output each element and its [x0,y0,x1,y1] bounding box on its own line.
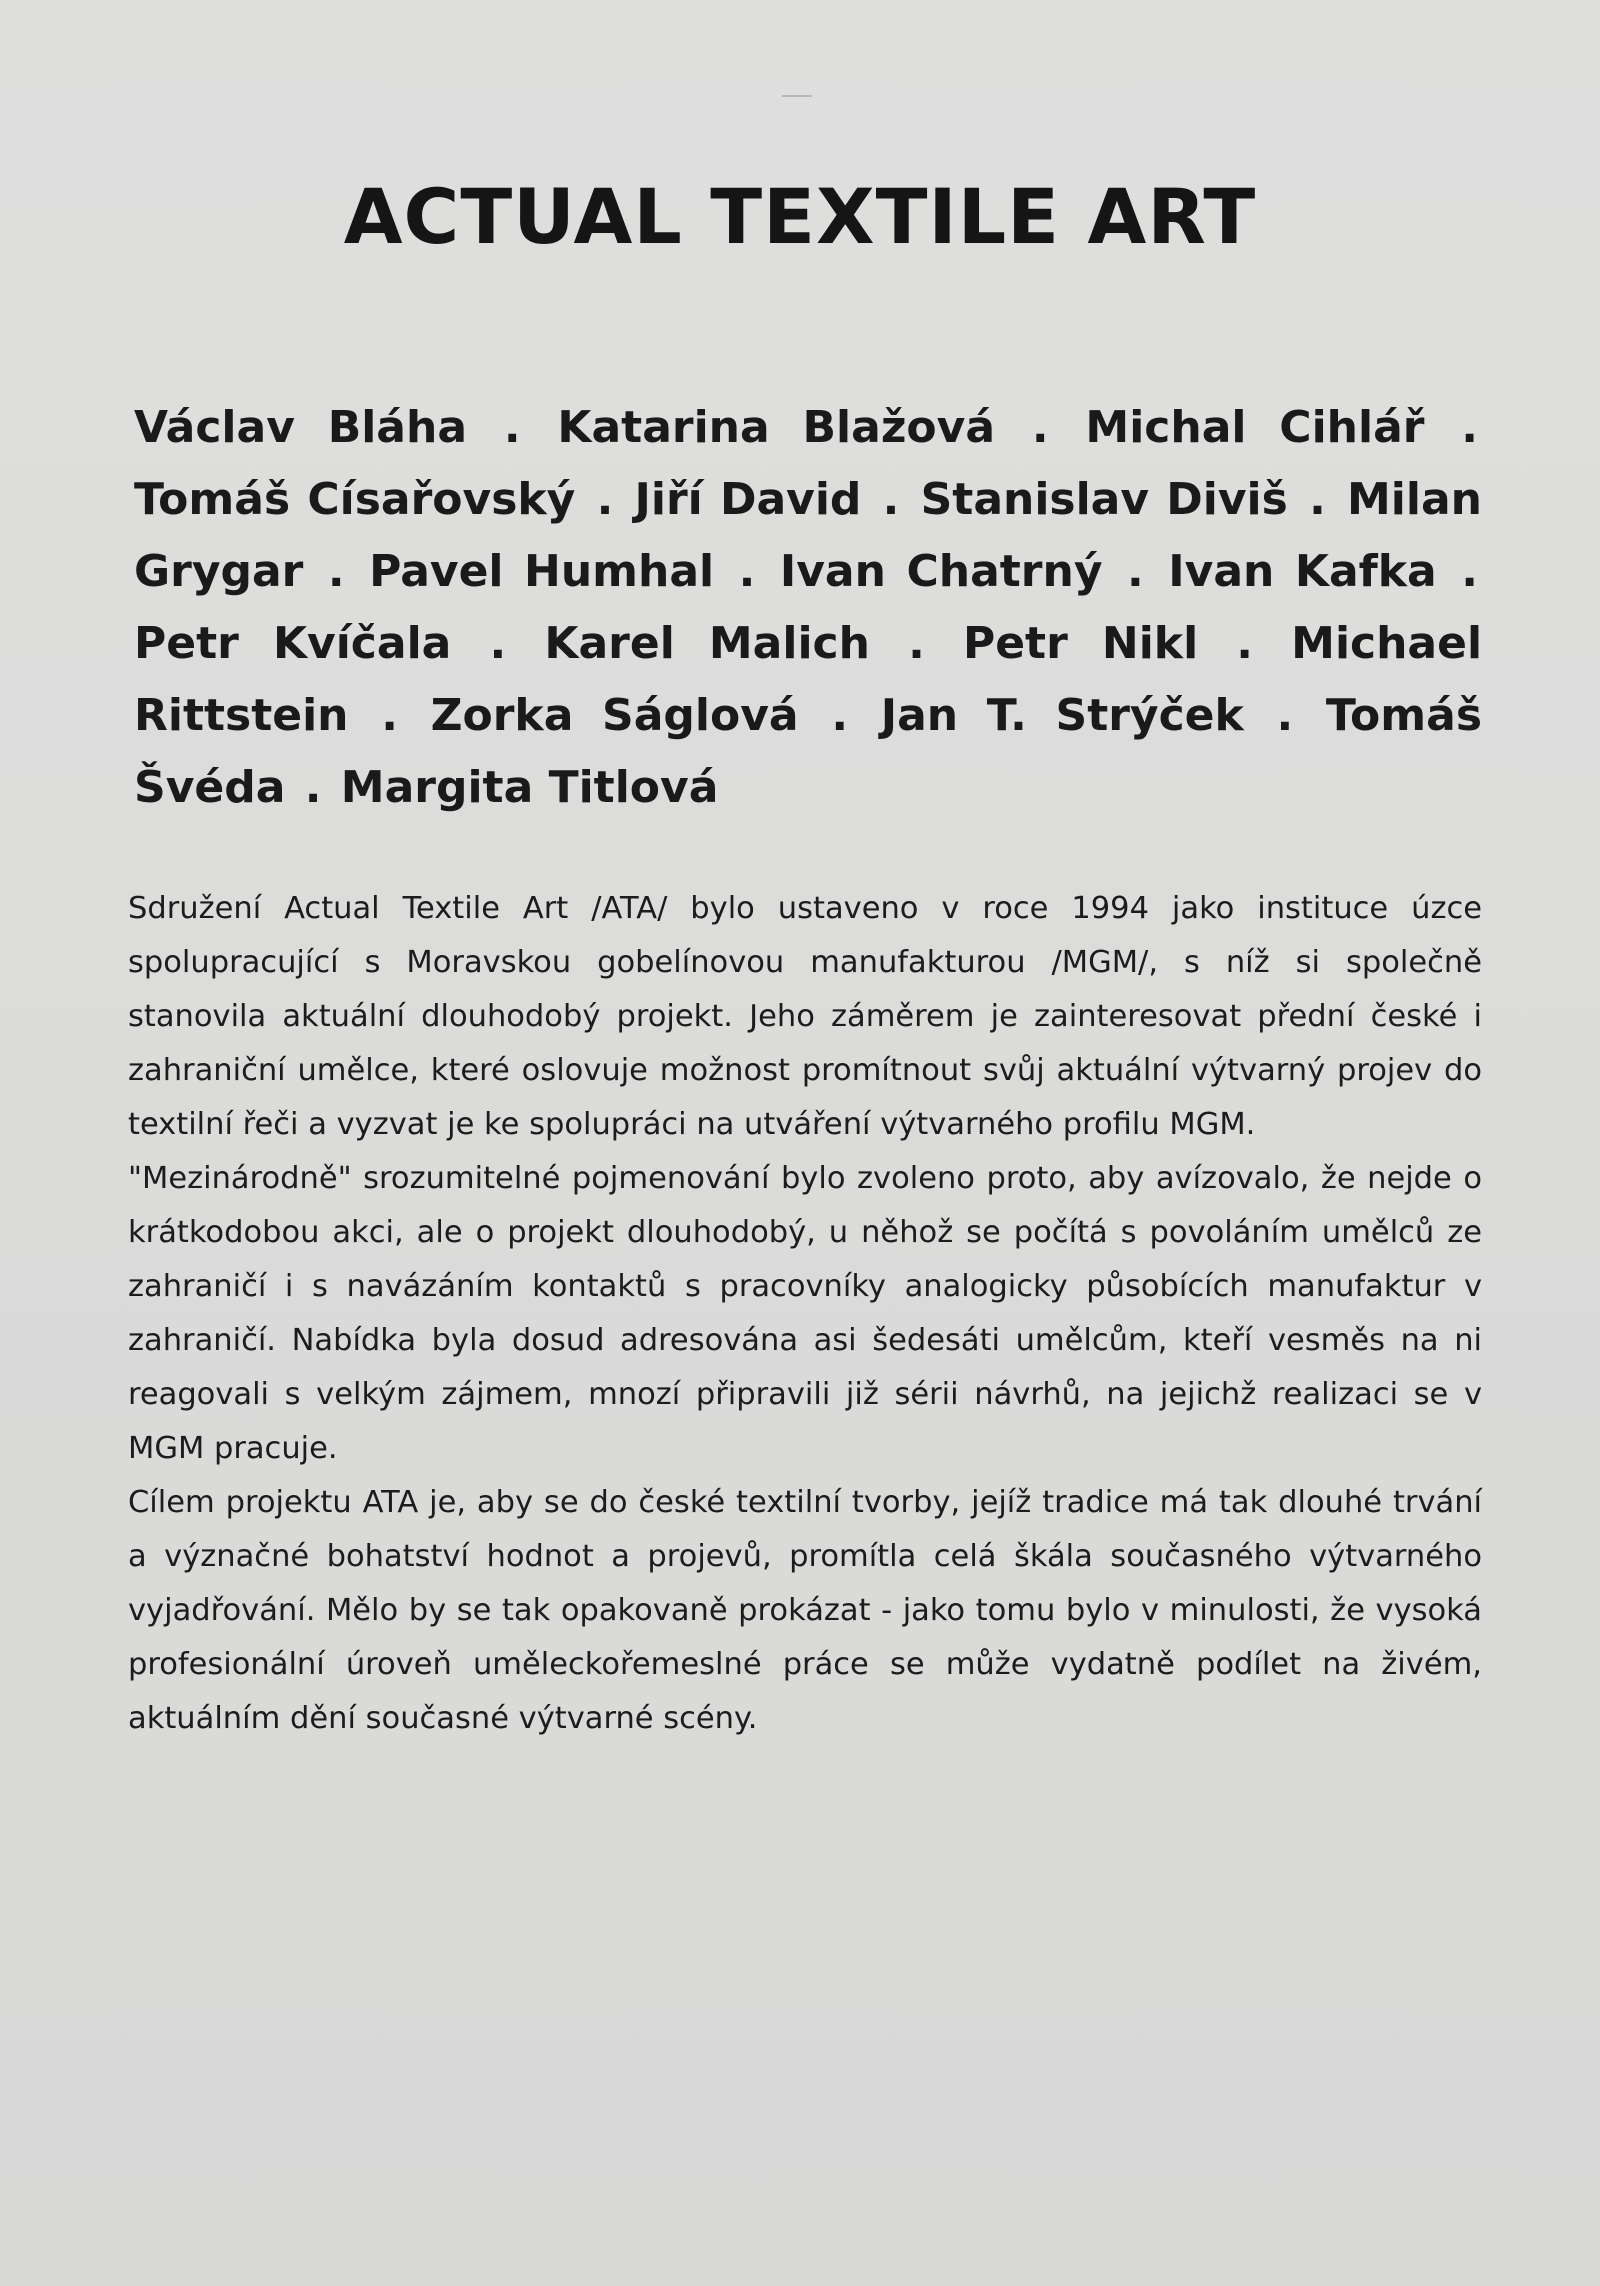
paragraph-1: Sdružení Actual Textile Art /ATA/ bylo ustaveno v roce 1994 jako instituce úzce spolupracující s Moravskou gobelínovou manufakturou /MGM/, s níž si společně stanovila aktuální dlouhodobý projekt. Jeho záměrem je zainteresovat přední české i zahraniční umělce, které oslovuje možnost promítnout svůj aktuální výtvarný projev do textilní řeči a vyzvat je ke spolupráci na utváření výtvarného profilu MGM. [128,891,1482,1142]
artist-separator: . [327,546,345,597]
artist-separator: . [1031,402,1049,453]
artist-name: Zorka Ságlová [430,690,799,741]
artist-separator: . [908,618,925,669]
artist-name: Pavel Humhal [369,546,715,597]
artist-separator: . [381,690,398,741]
artist-name: Petr Kvíčala [134,618,452,669]
artist-separator: . [1236,618,1254,669]
artist-name: Margita Titlová [340,762,719,813]
artist-name: Tomáš Císařovský [134,474,576,525]
artist-name: Katarina Blažová [557,402,996,453]
artist-separator: . [596,474,614,525]
paragraph-3: Cílem projektu ATA je, aby se do české textilní tvorby, jejíž tradice má tak dlouhé trvání a význačné bohatství hodnot a projevů, promítla celá škála současného výtvarného vyjadřování. Mělo by se tak opakovaně prokázat - jako tomu bylo v minulosti, že vysoká profesionální úroveň uměleckořemeslné práce se může vydatně podílet na živém, aktuálním dění současné výtvarné scény. [128,1485,1482,1736]
artist-name: Michal Cihlář [1085,402,1425,453]
artist-name: Jan T. Strýček [880,690,1244,741]
artist-name: Jiří David [634,474,862,525]
artist-separator: . [1309,474,1326,525]
artist-name: Milan Grygar [134,474,1482,597]
paragraph-2: "Mezinárodně" srozumitelné pojmenování bylo zvoleno proto, aby avízovalo, že nejde o krátkodobou akci, ale o projekt dlouhodobý, u něhož se počítá s povoláním umělců ze zahraničí i s navázáním kontaktů s pracovníky analogicky působících manufaktur v zahraničí. Nabídka byla dosud adresována asi šedesáti umělcům, kteří vesměs na ni reagovali s velkým zájmem, mnozí připravili již sérii návrhů, na jejichž realizaci se v MGM pracuje. [128,1161,1482,1466]
artist-name: Petr Nikl [962,618,1199,669]
artist-separator: . [1461,402,1478,453]
artist-separator: . [831,690,849,741]
artist-separator: . [738,546,756,597]
artist-name: Václav Bláha [134,402,468,453]
artist-list [134,392,1482,824]
artist-separator: . [882,474,900,525]
artist-name: Tomáš Švéda [134,690,1483,813]
artist-name: Ivan Kafka [1168,546,1437,597]
artist-separator: . [1276,690,1294,741]
body-text [128,882,1482,1746]
artist-name: Michael Rittstein [134,618,1483,741]
artist-separator: . [503,402,521,453]
document-title: ACTUAL TEXTILE ART [343,172,1257,261]
artist-separator: . [1461,546,1478,597]
top-mark [782,95,812,97]
artist-name: Ivan Chatrný [779,546,1103,597]
artist-separator: . [489,618,507,669]
artist-separator: . [304,762,322,813]
artist-separator: . [1127,546,1144,597]
artist-name: Karel Malich [544,618,870,669]
artist-name: Stanislav Diviš [920,474,1288,525]
